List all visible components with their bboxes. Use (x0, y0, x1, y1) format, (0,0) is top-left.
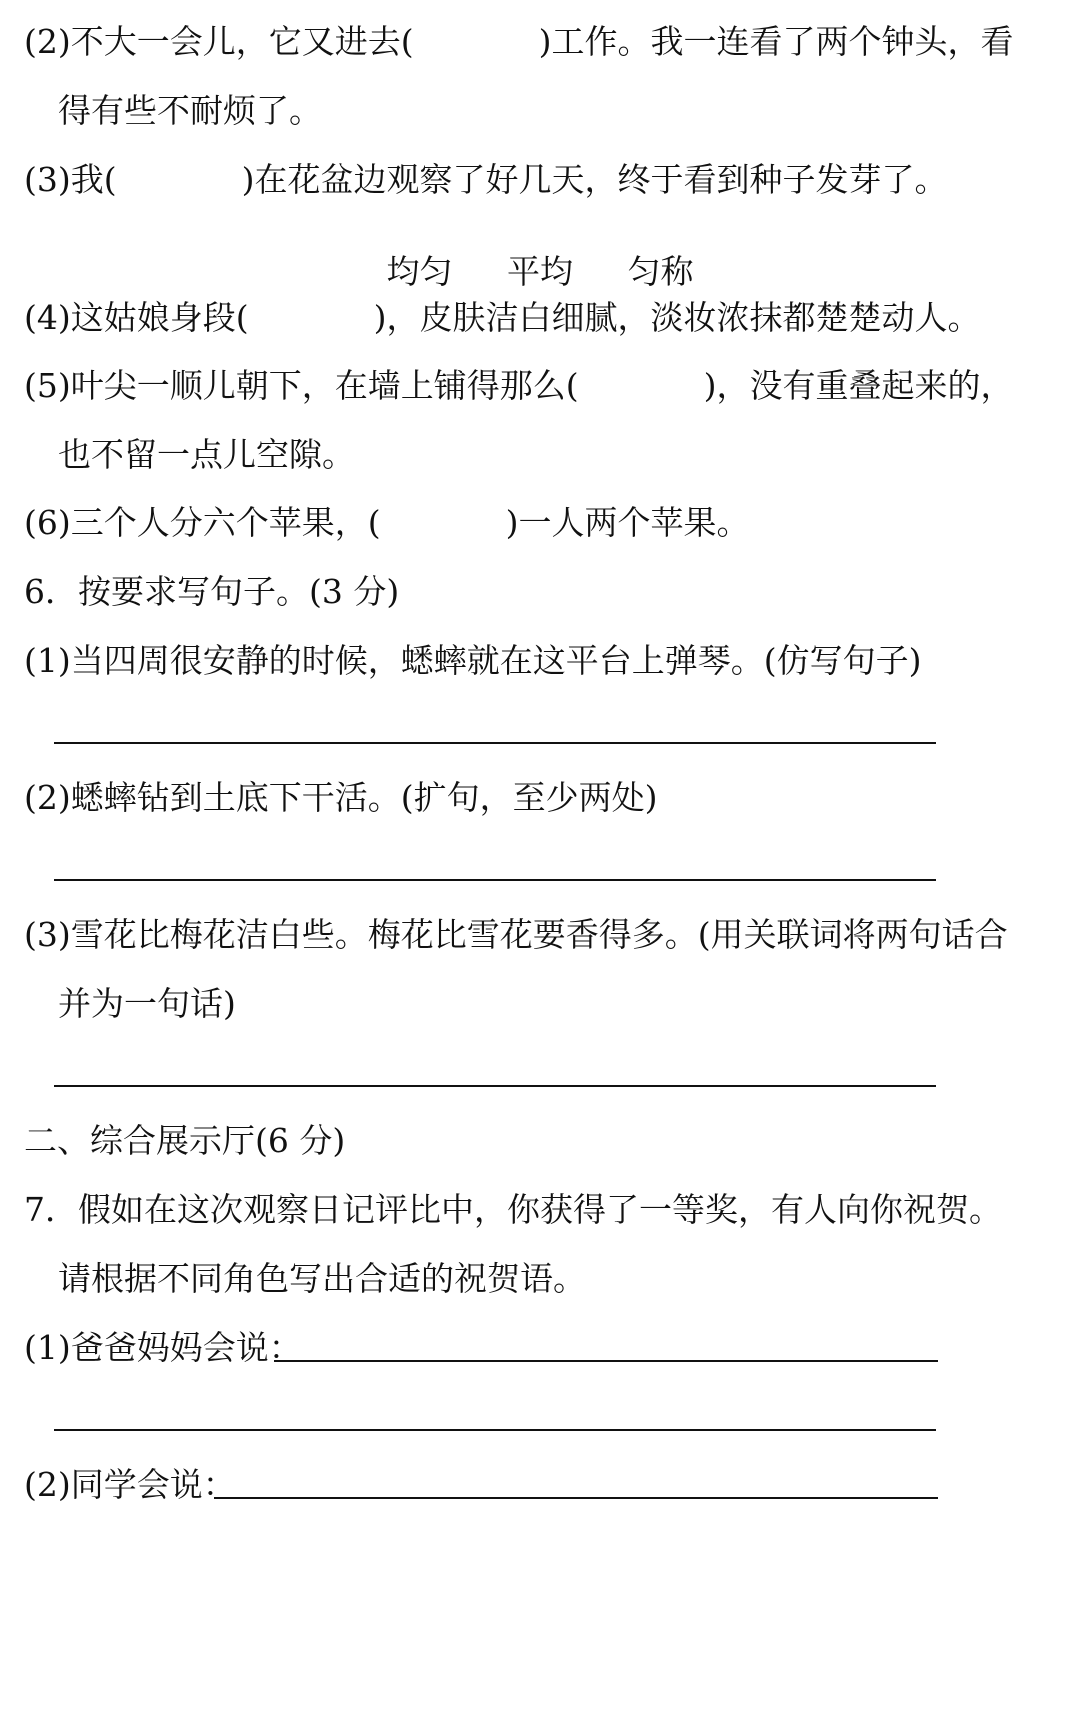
q7-item2-line (24, 1465, 236, 1505)
q5-item6-text-b: )一人两个苹果。 (505, 503, 750, 542)
q7-item1-line (24, 1328, 302, 1368)
word-choice: 匀称 (627, 252, 694, 291)
q5-item6-text-a: (6)三个人分六个苹果，( (24, 503, 381, 542)
q5-item5-line1 (24, 366, 1014, 406)
answer-line[interactable] (54, 1429, 936, 1431)
q5-item4-text-a: (4)这姑娘身段( (24, 298, 249, 337)
section2-heading: 二、综合展示厅(6 分) (24, 1121, 346, 1160)
q5-item6-line (24, 503, 750, 543)
q5-item4-text-b: )，皮肤洁白细腻，淡妆浓抹都楚楚动人。 (373, 298, 981, 337)
q5-item2-text-b: )工作。我一连看了两个钟头，看 (538, 22, 1014, 61)
answer-line[interactable] (54, 742, 936, 744)
q5-item2-line2: 得有些不耐烦了。 (58, 91, 322, 130)
q5-item5-line2: 也不留一点儿空隙。 (58, 435, 355, 474)
q6-item1: (1)当四周很安静的时候，蟋蟀就在这平台上弹琴。(仿写句子) (24, 641, 922, 680)
q6-item2: (2)蟋蟀钻到土底下干活。(扩句，至少两处) (24, 778, 658, 817)
word-choices (0, 252, 1080, 292)
q6-heading: 6．按要求写句子。(3 分) (24, 572, 400, 611)
q6-item3-line2: 并为一句话) (58, 984, 236, 1023)
q5-item4-line (24, 298, 981, 338)
q5-item5-text-a: (5)叶尖一顺儿朝下，在墙上铺得那么( (24, 366, 579, 405)
word-choice: 均匀 (386, 252, 453, 291)
q5-item3-text-a: (3)我( (24, 160, 117, 199)
q5-item3-line (24, 160, 948, 200)
q6-item3-line1: (3)雪花比梅花洁白些。梅花比雪花要香得多。(用关联词将两句话合 (24, 915, 1008, 954)
q5-item2-text-a: (2)不大一会儿，它又进去( (24, 22, 414, 61)
word-choice: 平均 (507, 252, 573, 291)
answer-line[interactable] (54, 879, 936, 881)
answer-line[interactable] (54, 1085, 936, 1087)
q7-item2-label: (2)同学会说： (24, 1465, 236, 1504)
q7-item1-label: (1)爸爸妈妈会说： (24, 1328, 302, 1367)
q5-item2-line1 (24, 22, 1014, 62)
q7-heading-line2: 请根据不同角色写出合适的祝贺语。 (58, 1259, 586, 1298)
answer-line[interactable] (274, 1360, 938, 1362)
q5-item5-text-b: )，没有重叠起来的， (703, 366, 1014, 405)
q7-heading-line1: 7．假如在这次观察日记评比中，你获得了一等奖，有人向你祝贺。 (24, 1190, 1002, 1229)
q5-item3-text-b: )在花盆边观察了好几天，终于看到种子发芽了。 (241, 160, 948, 199)
answer-line[interactable] (214, 1497, 938, 1499)
